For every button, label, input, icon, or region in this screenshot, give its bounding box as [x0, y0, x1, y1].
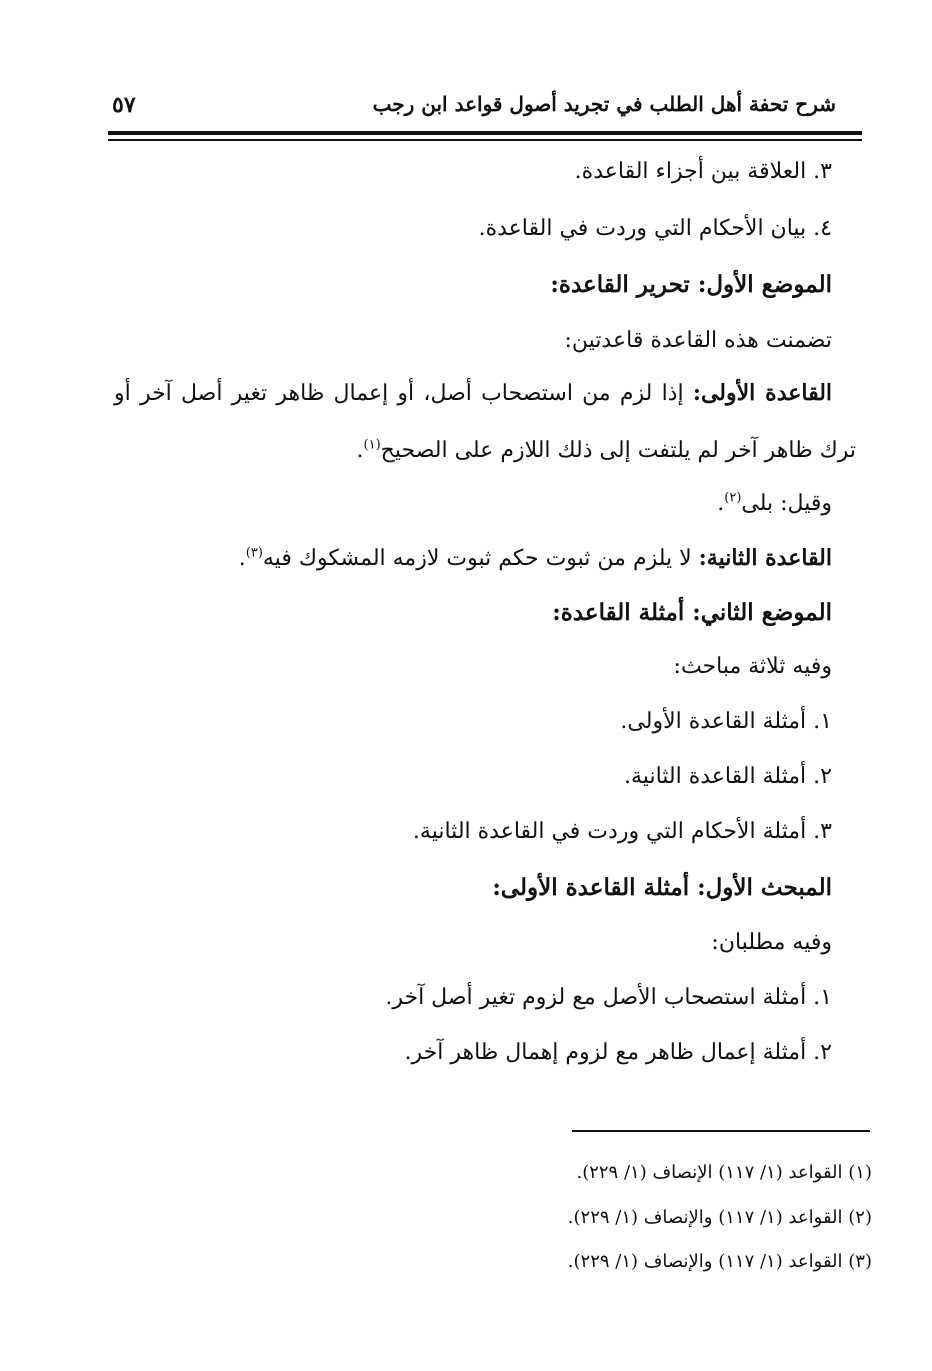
list-item-relation: ٣. العلاقة بين أجزاء القاعدة.	[574, 159, 832, 184]
rule2-text: لا يلزم من ثبوت حكم ثبوت لازمه المشكوك فيه	[262, 546, 692, 571]
paragraph-three-topics: وفيه ثلاثة مباحث:	[673, 654, 832, 679]
rule2-line: القاعدة الثانية: لا يلزم من ثبوت حكم ثبوت لازمه المشكوك فيه$^{(٣)}$.	[238, 545, 832, 571]
page-number: ٥٧	[112, 92, 136, 118]
rule1-line2: ترك ظاهر آخر لم يلتفت إلى ذلك اللازم على الصحيح$^{(١)}$.	[356, 437, 856, 463]
rule1-text-line1: إذا لزم من استصحاب أصل، أو إعمال ظاهر تغير أصل آخر أو	[114, 381, 684, 406]
footnote-ref-2[interactable]: (٢)	[724, 490, 742, 506]
rule2-label: القاعدة الثانية:	[698, 545, 832, 571]
running-header-title: شرح تحفة أهل الطلب في تجريد أصول قواعد ابن رجب	[372, 92, 836, 116]
header-rule-thick	[108, 131, 862, 135]
list-item-examples-rule2: ٢. أمثلة القاعدة الثانية.	[624, 764, 832, 789]
list-item-zahir: ٢. أمثلة إعمال ظاهر مع لزوم إهمال ظاهر آخر.	[404, 1040, 832, 1065]
list-item-rulings: ٤. بيان الأحكام التي وردت في القاعدة.	[478, 216, 832, 241]
section-heading-tahrir: الموضع الأول: تحرير القاعدة:	[550, 271, 832, 298]
footnote-separator	[572, 1130, 870, 1132]
paragraph-intro: تضمنت هذه القاعدة قاعدتين:	[564, 328, 832, 353]
list-item-istishab: ١. أمثلة استصحاب الأصل مع لزوم تغير أصل آخر.	[385, 985, 832, 1010]
footnote-ref-1[interactable]: (١)	[363, 437, 381, 453]
footnote-ref-3[interactable]: (٣)	[245, 545, 263, 561]
footnote-1: (١) القواعد (١/ ١١٧) الإنصاف (١/ ٢٢٩).	[576, 1162, 872, 1183]
header-rule-thin	[108, 139, 862, 141]
footnote-3: (٣) القواعد (١/ ١١٧) والإنصاف (١/ ٢٢٩).	[567, 1251, 872, 1272]
rule1-text-line2: ترك ظاهر آخر لم يلتفت إلى ذلك اللازم على الصحيح	[380, 438, 856, 463]
list-item-examples-rulings: ٣. أمثلة الأحكام التي وردت في القاعدة الثانية.	[412, 819, 832, 844]
rule1-label: القاعدة الأولى:	[692, 380, 833, 406]
section-heading-examples: الموضع الثاني: أمثلة القاعدة:	[552, 599, 832, 626]
list-item-examples-rule1: ١. أمثلة القاعدة الأولى.	[620, 709, 832, 734]
rule1-line1	[114, 378, 832, 409]
paragraph-two-parts: وفيه مطلبان:	[711, 930, 832, 955]
subsection-heading-first-topic: المبحث الأول: أمثلة القاعدة الأولى:	[492, 874, 832, 901]
footnote-2: (٢) القواعد (١/ ١١٧) والإنصاف (١/ ٢٢٩).	[567, 1207, 872, 1228]
qil-line: وقيل: بلى$^{(٢)}$.	[717, 490, 832, 516]
qil-text: وقيل: بلى	[741, 491, 832, 516]
